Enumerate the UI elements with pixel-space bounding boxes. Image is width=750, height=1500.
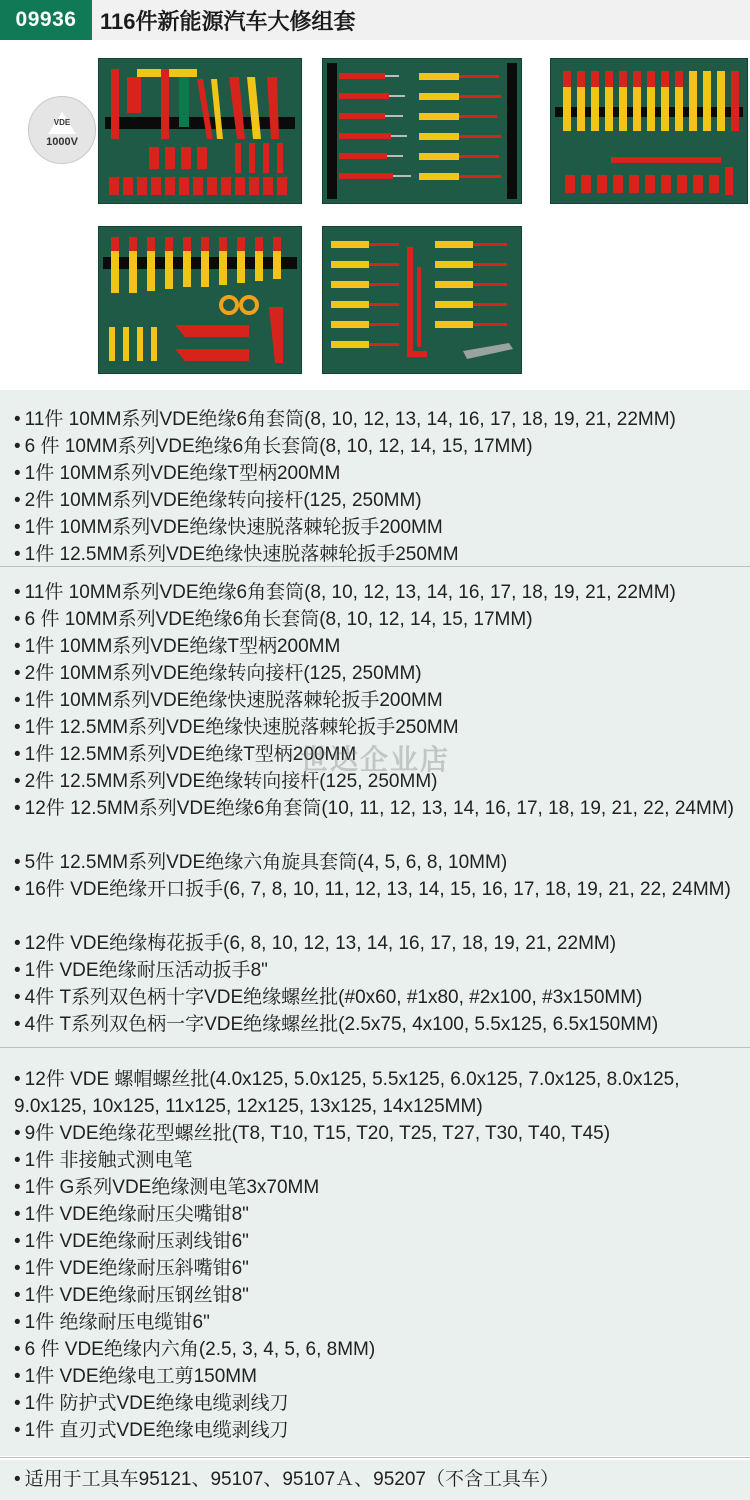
list-item: • 6 件 10MM系列VDE绝缘6角长套筒(8, 10, 12, 14, 15, 17MM) — [14, 609, 533, 630]
vde-certification-badge — [28, 96, 96, 164]
list-item: • 1件 10MM系列VDE绝缘T型柄200MM — [14, 636, 341, 657]
list-item: • 1件 VDE绝缘耐压钢丝钳8" — [14, 1285, 249, 1306]
list-item: • 1件 VDE绝缘电工剪150MM — [14, 1366, 257, 1387]
tray-image-3 — [550, 58, 748, 204]
tray-image-4 — [98, 226, 302, 374]
product-title: 116件新能源汽车大修组套 — [100, 8, 356, 34]
list-item: • 11件 10MM系列VDE绝缘6角套筒(8, 10, 12, 13, 14, 16, 17, 18, 19, 21, 22MM) — [14, 582, 676, 603]
tray-3-nutdrivers-icon — [551, 59, 747, 203]
list-item: • 6 件 VDE绝缘内六角(2.5, 3, 4, 5, 6, 8MM) — [14, 1339, 376, 1360]
list-item: • 1件 10MM系列VDE绝缘快速脱落棘轮扳手200MM — [14, 517, 443, 538]
tray-image-5 — [322, 226, 522, 374]
list-item: • 1件 VDE绝缘耐压斜嘴钳6" — [14, 1258, 249, 1279]
list-item: • 2件 12.5MM系列VDE绝缘转向接杆(125, 250MM) — [14, 771, 438, 792]
tray-image-1 — [98, 58, 302, 204]
list-item: • 1件 G系列VDE绝缘测电笔3x70MM — [14, 1177, 320, 1198]
list-item: • 6 件 10MM系列VDE绝缘6角长套筒(8, 10, 12, 14, 15, 17MM) — [14, 436, 533, 457]
list-item: • 1件 绝缘耐压电缆钳6" — [14, 1312, 210, 1333]
compatibility-footer — [0, 1460, 750, 1500]
list-item: • 1件 10MM系列VDE绝缘快速脱落棘轮扳手200MM — [14, 690, 443, 711]
list-item: • 11件 10MM系列VDE绝缘6角套筒(8, 10, 12, 13, 14, 16, 17, 18, 19, 21, 22MM) — [14, 409, 676, 430]
tool-list-section-1 — [0, 390, 750, 566]
tray-2-screwdrivers-icon — [323, 59, 521, 203]
product-code: 09936 — [0, 0, 92, 40]
list-item: • 1件 10MM系列VDE绝缘T型柄200MM — [14, 463, 341, 484]
product-image-area — [0, 40, 750, 390]
list-item: • 5件 12.5MM系列VDE绝缘六角旋具套筒(4, 5, 6, 8, 10MM) — [14, 852, 508, 873]
compatibility-note: • 适用于工具车95121、95107、95107Ａ、95207（不含工具车） — [14, 1469, 559, 1490]
vde-triangle-icon: VDE — [48, 112, 76, 134]
tool-list-section-2 — [0, 567, 750, 1047]
store-watermark: 世达企业店 — [300, 744, 451, 775]
list-item: • 1件 防护式VDE绝缘电缆剥线刀 — [14, 1393, 289, 1414]
list-item: • 4件 T系列双色柄十字VDE绝缘螺丝批(#0x60, #1x80, #2x100, #3x150MM) — [14, 987, 643, 1008]
tray-1-tools-icon — [99, 59, 301, 203]
list-item: • 1件 VDE绝缘耐压剥线钳6" — [14, 1231, 249, 1252]
list-item: • 1件 VDE绝缘耐压尖嘴钳8" — [14, 1204, 249, 1225]
list-item: • 12件 12.5MM系列VDE绝缘6角套筒(10, 11, 12, 13, 14, 16, 17, 18, 19, 21, 22, 24MM) — [14, 798, 734, 819]
tool-list-section-3 — [0, 1048, 750, 1456]
list-item: • 1件 直刃式VDE绝缘电缆剥线刀 — [14, 1420, 289, 1441]
list-item: • 1件 12.5MM系列VDE绝缘T型柄200MM — [14, 744, 357, 765]
tray-image-2 — [322, 58, 522, 204]
list-item: • 1件 12.5MM系列VDE绝缘快速脱落棘轮扳手250MM — [14, 544, 459, 565]
list-item: • 16件 VDE绝缘开口扳手(6, 7, 8, 10, 11, 12, 13, 14, 15, 16, 17, 18, 19, 21, 22, 24MM) — [14, 879, 731, 900]
list-item: • 4件 T系列双色柄一字VDE绝缘螺丝批(2.5x75, 4x100, 5.5x125, 6.5x150MM) — [14, 1014, 659, 1035]
header-bar — [0, 0, 750, 40]
tray-5-screwdrivers-icon — [323, 227, 521, 373]
section-divider — [0, 1457, 750, 1458]
list-item: • 2件 10MM系列VDE绝缘转向接杆(125, 250MM) — [14, 663, 422, 684]
vde-voltage-label: 1000V — [46, 136, 78, 148]
list-item: • 12件 VDE绝缘梅花扳手(6, 8, 10, 12, 13, 14, 16, 17, 18, 19, 21, 22MM) — [14, 933, 617, 954]
list-item: • 2件 10MM系列VDE绝缘转向接杆(125, 250MM) — [14, 490, 422, 511]
list-item: • 9件 VDE绝缘花型螺丝批(T8, T10, T15, T20, T25, T27, T30, T40, T45) — [14, 1123, 611, 1144]
list-item: • 1件 VDE绝缘耐压活动扳手8" — [14, 960, 268, 981]
list-item: • 1件 12.5MM系列VDE绝缘快速脱落棘轮扳手250MM — [14, 717, 459, 738]
list-item: • 1件 非接触式测电笔 — [14, 1150, 193, 1171]
tray-4-wrenches-icon — [99, 227, 301, 373]
list-item: • 12件 VDE 螺帽螺丝批(4.0x125, 5.0x125, 5.5x125, 6.0x125, 7.0x125, 8.0x125, 9.0x125, 10x125, 11x125, 12x125, 13x125, 14x125MM) — [14, 1069, 680, 1117]
